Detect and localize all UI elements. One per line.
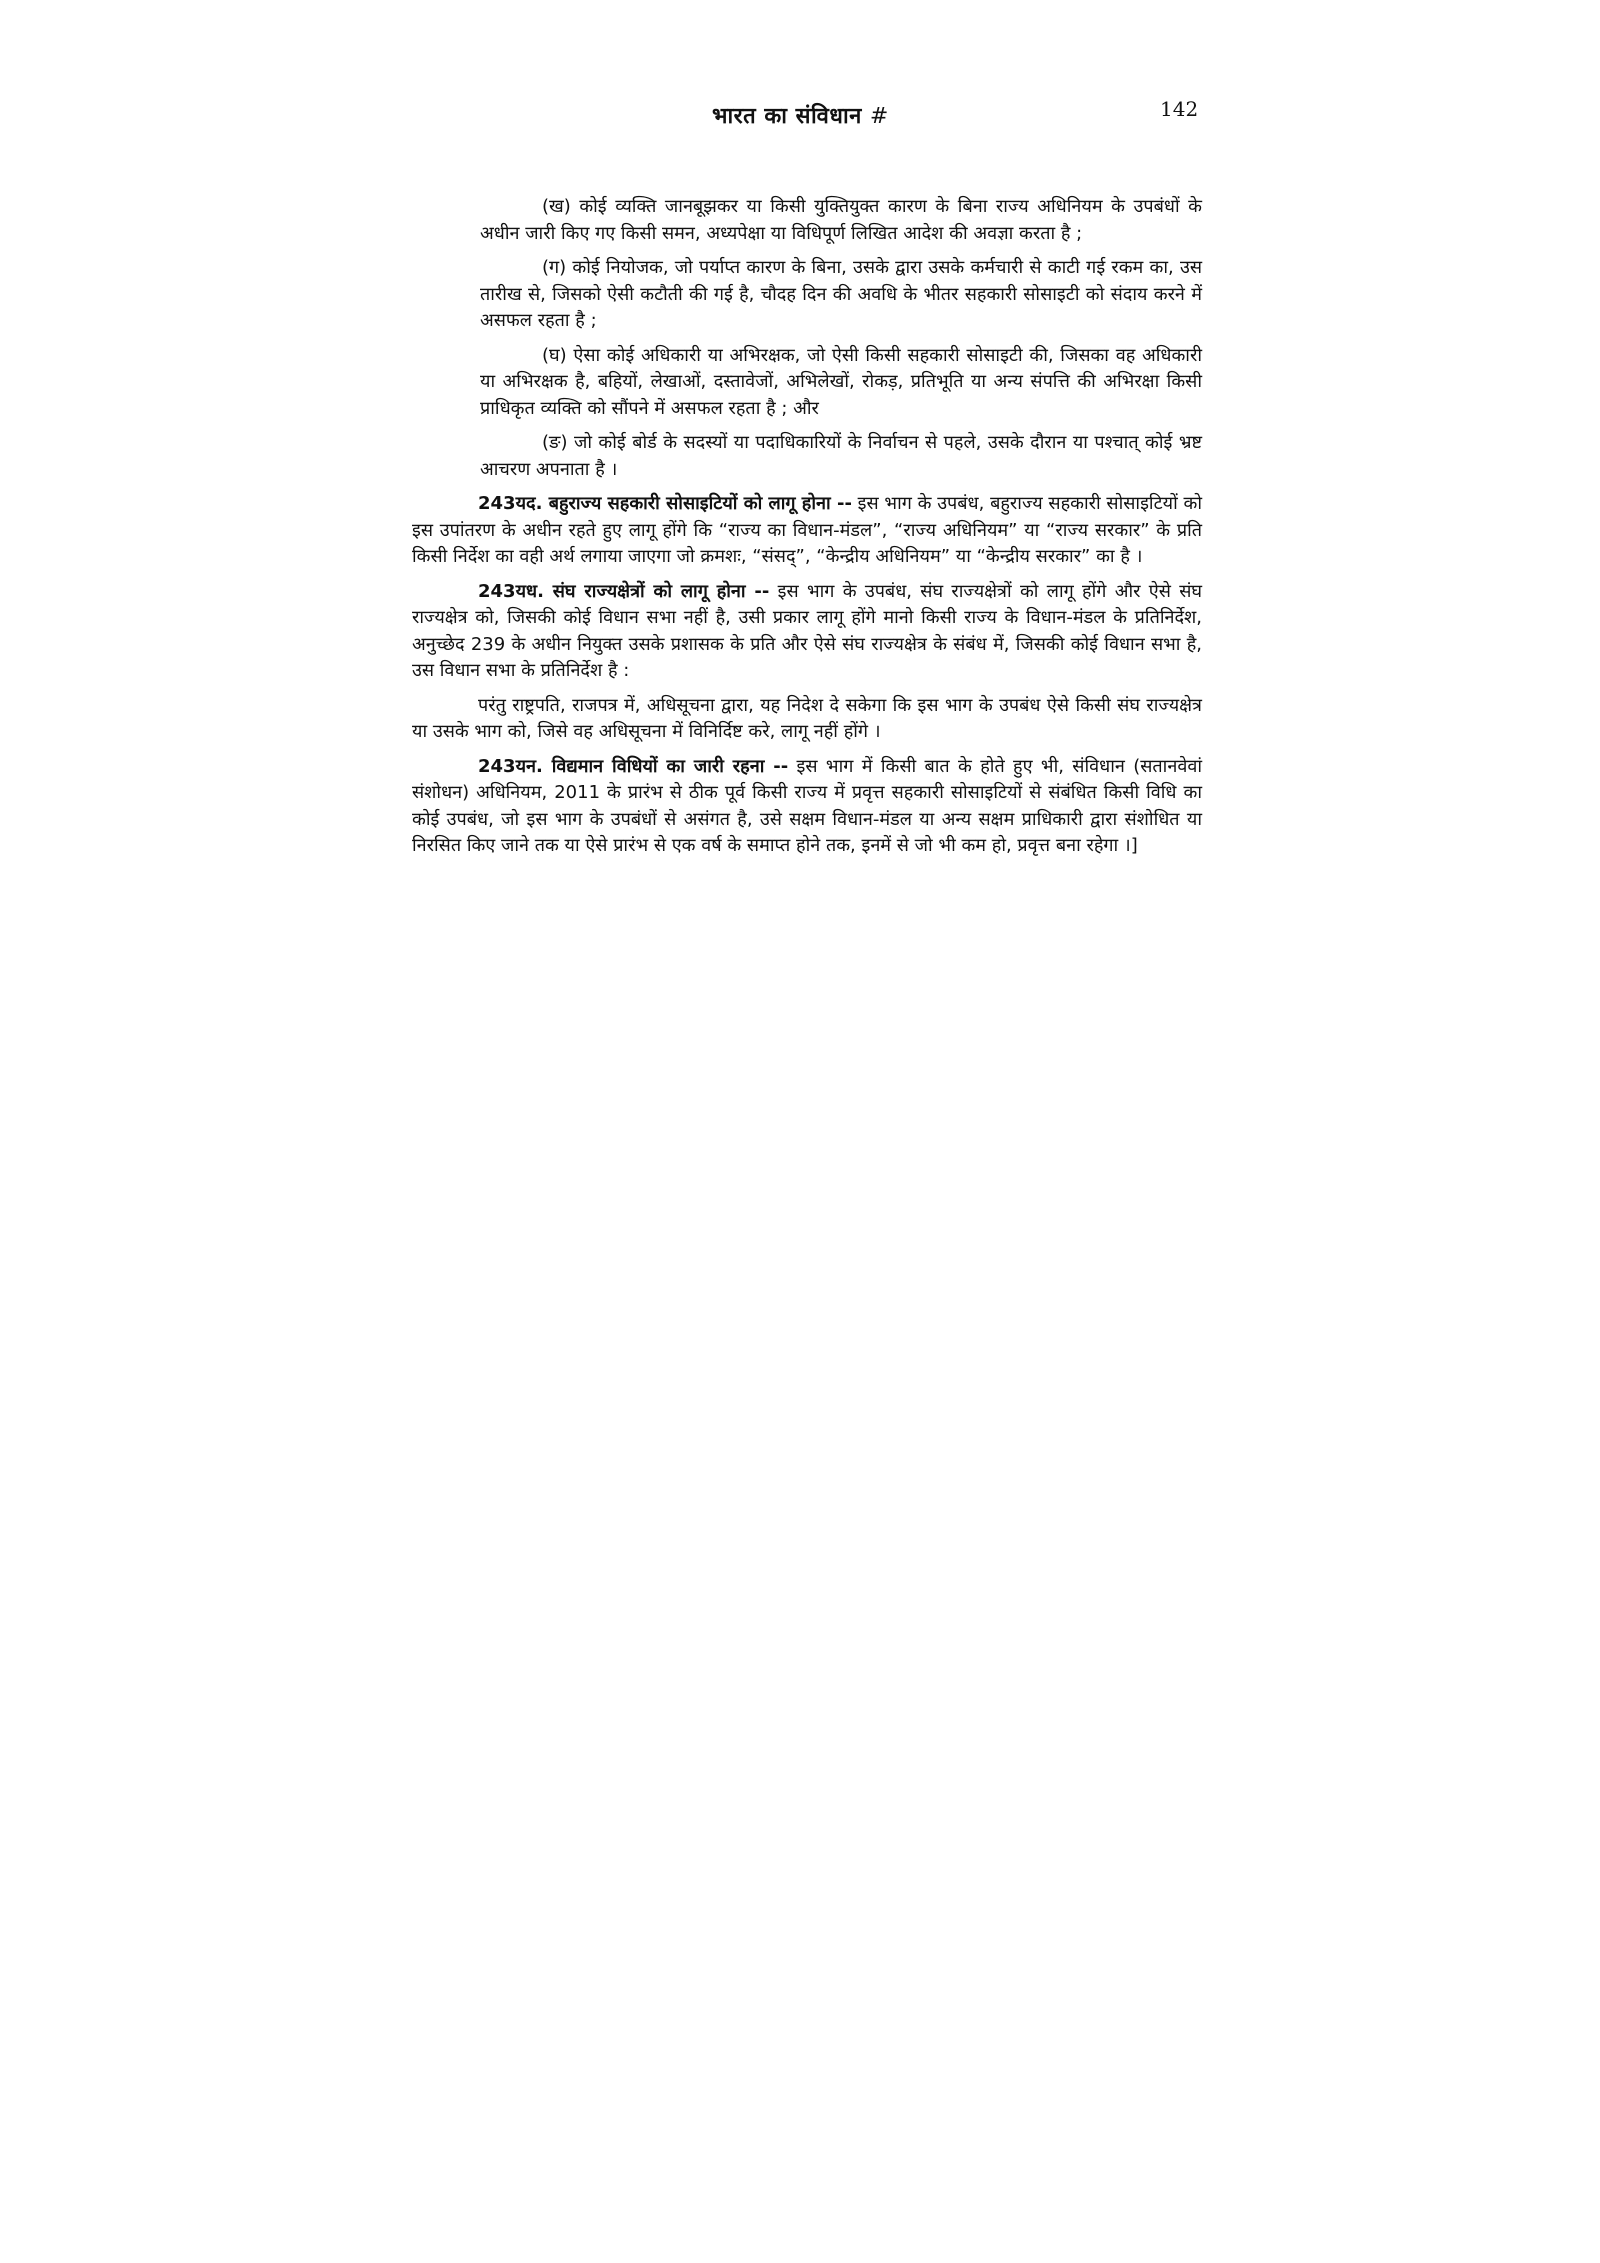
article-heading: 243यद. बहुराज्य सहकारी सोसाइटियों को लागू होना -- (478, 493, 852, 514)
article-heading: 243यन. विद्यमान विधियों का जारी रहना -- (478, 755, 789, 777)
document-body (412, 194, 1202, 868)
clause-ga: (ग) कोई नियोजक, जो पर्याप्त कारण के बिना, उसके द्वारा उसके कर्मचारी से काटी गई रकम का, उस तारीख से, जिसको ऐसी कटौती की गई है, चौदह दिन की अवधि के भीतर सहकारी सोसाइटी को संदाय करने में असफल रहता है ; (480, 257, 1202, 331)
article-text: इस भाग में किसी बात के होते हुए भी, संविधान (सतानवेवां संशोधन) अधिनियम, 2011 के प्रारंभ से ठीक पूर्व किसी राज्य में प्रवृत्त सहकारी सोसाइटियों से संबंधित किसी विधि का कोई उपबंध, जो इस भाग के उपबंधों से असंगत है, उसे सक्षम विधान-मंडल या अन्य सक्षम प्राधिकारी द्वारा संशोधित या निरसित किए जाने तक या ऐसे प्रारंभ से एक वर्ष के समाप्त होने तक, इनमें से जो भी कम हो, प्रवृत्त बना रहेगा ।] (412, 755, 1202, 856)
page-title-hash: # (869, 104, 889, 129)
article-heading: 243यध. संघ राज्यक्षेत्रों को लागू होना -- (478, 580, 770, 602)
article-243zd (412, 491, 1202, 571)
clause-gha: (घ) ऐसा कोई अधिकारी या अभिरक्षक, जो ऐसी किसी सहकारी सोसाइटी की, जिसका वह अधिकारी या अभिरक्षक है, बहियों, लेखाओं, दस्तावेजों, अभिलेखों, रोकड़, प्रतिभूति या अन्य संपत्ति की अभिरक्षा किसी प्राधिकृत व्यक्ति को सौंपने में असफल रहता है ; और (480, 344, 1202, 419)
page-title-text: भारत का संविधान (712, 104, 862, 129)
page-number: 142 (1160, 97, 1199, 121)
clause-kha: (ख) कोई व्यक्ति जानबूझकर या किसी युक्तियुक्त कारण के बिना राज्य अधिनियम के उपबंधों के अधीन जारी किए गए किसी समन, अध्यपेक्षा या विधिपूर्ण लिखित आदेश की अवज्ञा करता है ; (480, 196, 1202, 244)
article-proviso (412, 693, 1202, 746)
clause-nga: (ङ) जो कोई बोर्ड के सदस्यों या पदाधिकारियों के निर्वाचन से पहले, उसके दौरान या पश्चात् कोई भ्रष्ट आचरण अपनाता है । (480, 432, 1202, 480)
article-text: इस भाग के उपबंध, संघ राज्यक्षेत्रों को लागू होंगे और ऐसे संघ राज्यक्षेत्र को, जिसकी कोई विधान सभा नहीं है, उसी प्रकार लागू होंगे मानो किसी राज्य के विधान-मंडल के प्रतिनिर्देश, अनुच्छेद 239 के अधीन नियुक्त उसके प्रशासक के प्रति और ऐसे संघ राज्यक्षेत्र के संबंध में, जिसकी कोई विधान सभा है, उस विधान सभा के प्रतिनिर्देश है : (412, 580, 1202, 681)
page-title (712, 100, 889, 130)
article-243zdh (412, 579, 1202, 685)
article-243zn (412, 754, 1202, 860)
proviso-text: परंतु राष्ट्रपति, राजपत्र में, अधिसूचना द्वारा, यह निदेश दे सकेगा कि इस भाग के उपबंध ऐसे किसी संघ राज्यक्षेत्र या उसके भाग को, जिसे वह अधिसूचना में विनिर्दिष्ट करे, लागू नहीं होंगे । (412, 694, 1202, 742)
article-text: इस भाग के उपबंध, बहुराज्य सहकारी सोसाइटियों को इस उपांतरण के अधीन रहते हुए लागू होंगे कि “राज्य का विधान-मंडल”, “राज्य अधिनियम” या “राज्य सरकार” के प्रति किसी निर्देश का वही अर्थ लगाया जाएगा जो क्रमशः, “संसद्”, “केन्द्रीय अधिनियम” या “केन्द्रीय सरकार” का है । (412, 493, 1202, 567)
